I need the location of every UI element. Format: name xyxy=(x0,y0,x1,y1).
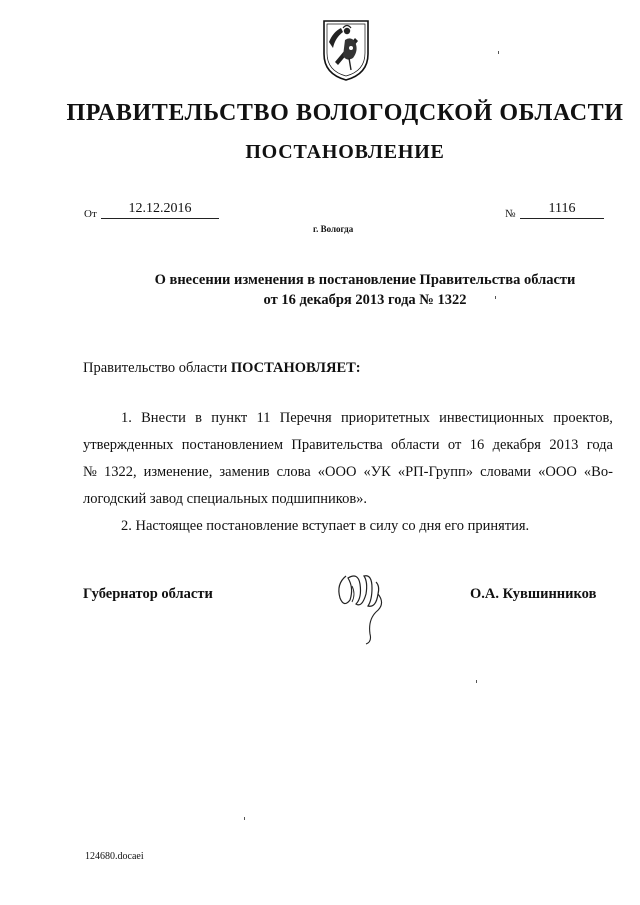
body-word: «ООО xyxy=(317,464,357,480)
body-word: слова xyxy=(276,464,311,480)
body-word: «РП-Групп» xyxy=(397,464,473,480)
body-word: декабря xyxy=(492,437,541,453)
body-word: 1. xyxy=(121,410,132,426)
body-word: 11 xyxy=(256,410,271,426)
vologda-coat-of-arms-icon xyxy=(321,18,371,82)
body-word: «УК xyxy=(363,464,391,480)
document-date: 12.12.2016 xyxy=(101,200,219,219)
body-word: Внести xyxy=(141,410,186,426)
body-word: «ООО xyxy=(538,464,577,480)
document-file-name: 124680.docaei xyxy=(85,851,144,862)
body-word: года xyxy=(586,437,613,453)
body-word: в xyxy=(195,410,203,426)
document-city: г. Вологда xyxy=(313,224,354,234)
body-word: проектов, xyxy=(553,410,613,426)
subject-line-1: О внесении изменения в постановление Правительства области xyxy=(154,272,576,288)
body-line xyxy=(83,405,613,432)
body-word: изменение, xyxy=(143,464,213,480)
body-word: области xyxy=(391,437,440,453)
body-line xyxy=(83,432,613,459)
decree-statement xyxy=(83,360,361,377)
body-line xyxy=(83,459,613,486)
number-prefix: № xyxy=(505,208,516,220)
body-word: 2013 xyxy=(549,437,579,453)
body-word: от xyxy=(447,437,462,453)
organization-title: ПРАВИТЕЛЬСТВО ВОЛОГОДСКОЙ ОБЛАСТИ xyxy=(66,100,624,126)
document-type: ПОСТАНОВЛЕНИЕ xyxy=(245,141,445,163)
body-word: Правительства xyxy=(291,437,383,453)
date-prefix: От xyxy=(84,208,97,220)
subject-line-2: от 16 декабря 2013 года № 1322 xyxy=(263,292,467,308)
document-number: 1116 xyxy=(520,200,604,219)
document-subject xyxy=(0,270,640,310)
decree-verb: ПОСТАНОВЛЯЕТ: xyxy=(230,360,361,376)
decree-lead: Правительство области xyxy=(83,360,228,376)
signatory-role: Губернатор области xyxy=(83,586,213,602)
document-body xyxy=(83,405,613,540)
body-word: Перечня xyxy=(279,410,332,426)
body-paragraph-2: 2. Настоящее постановление вступает в силу со дня его принятия. xyxy=(121,518,530,534)
body-word: пункт xyxy=(211,410,248,426)
scan-speck xyxy=(495,296,496,299)
body-word: заменив xyxy=(219,464,270,480)
body-word: приоритетных xyxy=(341,410,430,426)
body-line: логодский завод специальных подшипников». xyxy=(83,491,368,507)
body-word: словами xyxy=(480,464,532,480)
body-word: 16 xyxy=(469,437,485,453)
signatory-name: О.А. Кувшинников xyxy=(470,586,597,602)
body-word: «Во- xyxy=(583,464,613,480)
scan-speck xyxy=(476,680,477,683)
scan-speck xyxy=(244,817,245,820)
handwritten-signature xyxy=(332,564,390,646)
body-word: постановлением xyxy=(181,437,284,453)
body-word: инвестиционных xyxy=(439,410,545,426)
body-word: 1322, xyxy=(103,464,137,480)
body-word: утвержденных xyxy=(83,437,174,453)
scan-speck xyxy=(498,51,499,54)
body-word: № xyxy=(83,464,97,480)
